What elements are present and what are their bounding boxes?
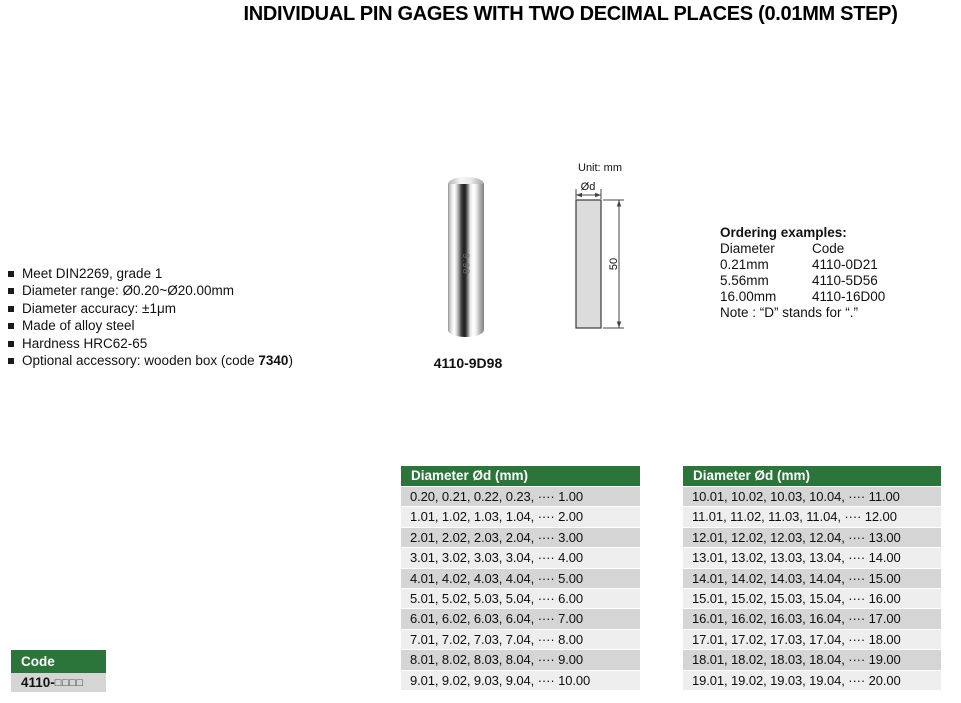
- table-row: 2.01, 2.02, 2.03, 2.04, ···· 3.00: [401, 528, 640, 548]
- arrow-up-icon: [617, 200, 621, 207]
- table-row: 4.01, 4.02, 4.03, 4.04, ···· 5.00: [401, 569, 640, 589]
- pin-cylinder: [448, 184, 484, 337]
- bullet-square-icon: [8, 323, 14, 329]
- ordering-code: 4110-5D56: [812, 273, 878, 288]
- table-row: 6.01, 6.02, 6.03, 6.04, ···· 7.00: [401, 609, 640, 629]
- table-row: 7.01, 7.02, 7.03, 7.04, ···· 8.00: [401, 630, 640, 650]
- pin-gage-photo: [448, 177, 484, 337]
- feature-item: [8, 300, 293, 317]
- ordering-title: Ordering examples:: [720, 225, 847, 240]
- feature-item: [8, 335, 293, 352]
- bullet-square-icon: [8, 341, 14, 347]
- code-box-header: Code: [11, 650, 106, 673]
- table-row: 13.01, 13.02, 13.03, 13.04, ···· 14.00: [683, 548, 941, 568]
- table-row: 19.01, 19.02, 19.03, 19.04, ···· 20.00: [683, 671, 941, 691]
- arrow-right-icon: [595, 193, 601, 197]
- accessory-code: 7340: [258, 353, 289, 369]
- ordering-note: Note : “D” stands for “.”: [720, 305, 859, 320]
- table-row: 14.01, 14.02, 14.03, 14.04, ···· 15.00: [683, 569, 941, 589]
- table-row: 9.01, 9.02, 9.03, 9.04, ···· 10.00: [401, 671, 640, 691]
- code-box-value: [11, 673, 106, 692]
- feature-item: [8, 265, 293, 282]
- table-row: 8.01, 8.02, 8.03, 8.04, ···· 9.00: [401, 650, 640, 670]
- table-row: 1.01, 1.02, 1.03, 1.04, ···· 2.00: [401, 507, 640, 527]
- feature-item: [8, 352, 293, 369]
- feature-text: Meet DIN2269, grade 1: [22, 266, 163, 281]
- ordering-diameter: 16.00mm: [720, 289, 777, 304]
- table-header: Diameter Ød (mm): [401, 466, 640, 487]
- page-title: INDIVIDUAL PIN GAGES WITH TWO DECIMAL PLACES (0.01MM STEP): [243, 3, 898, 25]
- bullet-square-icon: [8, 306, 14, 312]
- pin-model-code: 4110-9D98: [433, 355, 503, 371]
- dimension-drawing: [556, 158, 651, 338]
- height-dim-label: 50: [608, 257, 620, 271]
- diameter-table-2: [683, 466, 941, 691]
- table-row: 3.01, 3.02, 3.03, 3.04, ···· 4.00: [401, 548, 640, 568]
- table-row: 15.01, 15.02, 15.03, 15.04, ···· 16.00: [683, 589, 941, 609]
- feature-text: Diameter range: Ø0.20~Ø20.00mm: [22, 283, 234, 299]
- table-row: 18.01, 18.02, 18.03, 18.04, ···· 19.00: [683, 650, 941, 670]
- ordering-diameter: 5.56mm: [720, 273, 769, 288]
- arrow-left-icon: [576, 193, 582, 197]
- feature-text: Made of alloy steel: [22, 318, 135, 334]
- table-row: 5.01, 5.02, 5.03, 5.04, ···· 6.00: [401, 589, 640, 609]
- code-placeholder-squares: □□□□: [54, 677, 84, 689]
- diameter-dim-label: Ød: [580, 181, 596, 193]
- feature-item: [8, 282, 293, 299]
- feature-list: [8, 265, 293, 369]
- arrow-down-icon: [617, 322, 621, 329]
- ordering-grid: [720, 241, 885, 305]
- bullet-square-icon: [8, 271, 14, 277]
- ordering-diameter: 0.21mm: [720, 257, 769, 272]
- table-row: 11.01, 11.02, 11.03, 11.04, ···· 12.00: [683, 507, 941, 527]
- feature-text: Hardness HRC62-65: [22, 335, 148, 351]
- pin-outline-rect: [576, 200, 601, 328]
- table-row: 16.01, 16.02, 16.03, 16.04, ···· 17.00: [683, 609, 941, 629]
- diameter-table-1: [401, 466, 640, 691]
- ordering-code: 4110-0D21: [812, 257, 878, 272]
- code-box: [11, 650, 106, 692]
- unit-label: Unit: mm: [578, 162, 622, 174]
- table-row: 17.01, 17.02, 17.03, 17.04, ···· 18.00: [683, 630, 941, 650]
- bullet-square-icon: [8, 288, 14, 294]
- table-header: Diameter Ød (mm): [683, 466, 941, 487]
- code-prefix: 4110-: [21, 675, 55, 690]
- feature-text: Diameter accuracy: ±1μm: [22, 300, 176, 316]
- bullet-square-icon: [8, 358, 14, 364]
- ordering-col-diameter: Diameter: [720, 241, 775, 256]
- table-row: 0.20, 0.21, 0.22, 0.23, ···· 1.00: [401, 487, 640, 507]
- ordering-col-code: Code: [812, 241, 845, 256]
- ordering-examples: [720, 225, 885, 321]
- table-row: 10.01, 10.02, 10.03, 10.04, ···· 11.00: [683, 487, 941, 507]
- table-row: 12.01, 12.02, 12.03, 12.04, ···· 13.00: [683, 528, 941, 548]
- pin-engraving-text: 9.98: [461, 252, 471, 275]
- feature-item: [8, 317, 293, 334]
- feature-text: Optional accessory: wooden box (code 7340): [22, 353, 293, 369]
- ordering-code: 4110-16D00: [812, 289, 886, 304]
